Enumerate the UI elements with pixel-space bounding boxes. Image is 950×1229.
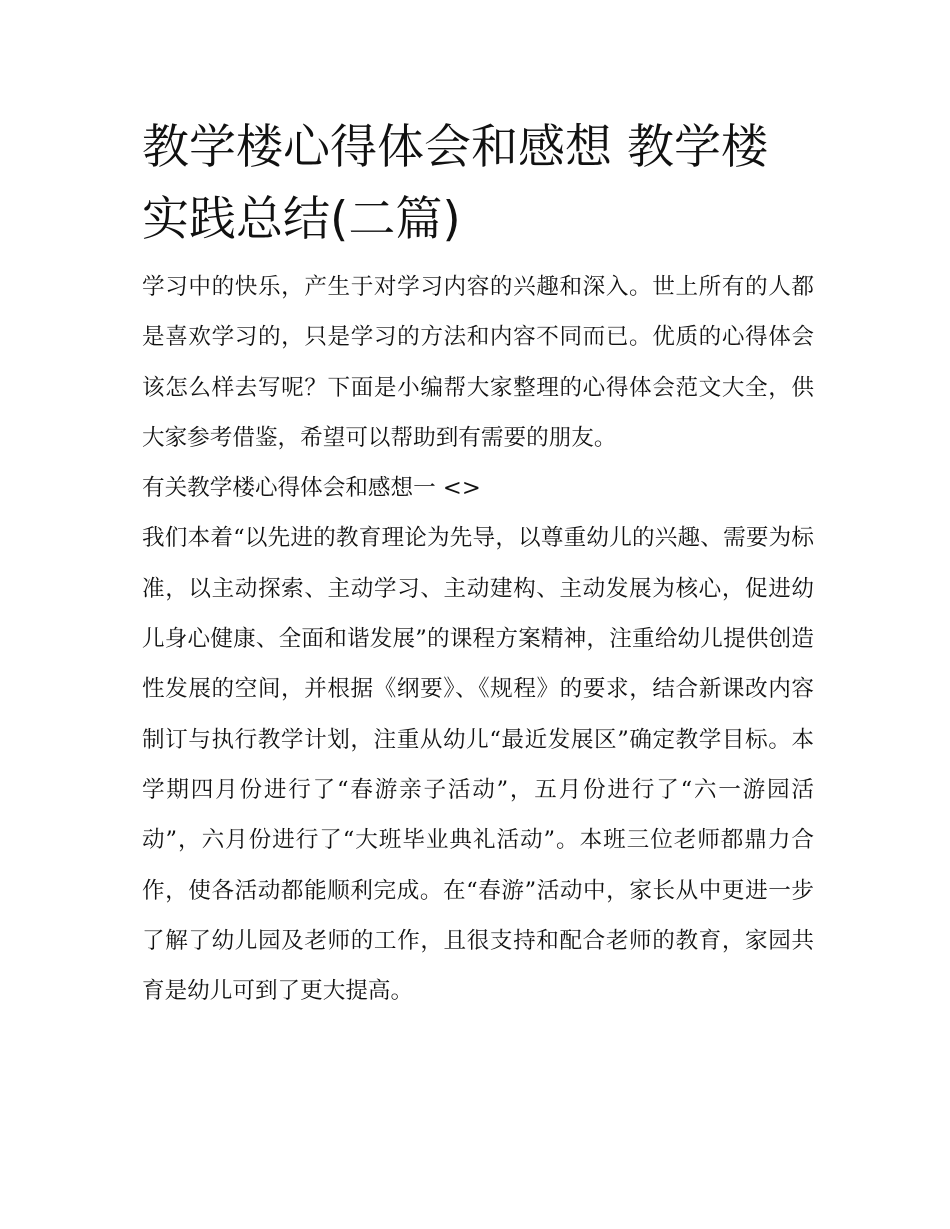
body-paragraph: 我们本着“以先进的教育理论为先导，以尊重幼儿的兴趣、需要为标准，以主动探索、主动学习、主动建构、主动发展为核心，促进幼儿身心健康、全面和谐发展”的课程方案精神，注重给幼儿提供创造性发展的空间，并根据《纲要》、《规程》的要求，结合新课改内容制订与执行教学计划，注重从幼儿“最近发展区”确定教学目标。本学期四月份进行了“春游亲子活动”，五月份进行了“六一游园活动”，六月份进行了“大班毕业典礼活动”。本班三位老师都鼎力合作，使各活动都能顺利完成。在“春游”活动中，家长从中更进一步了解了幼儿园及老师的工作，且很支持和配合老师的教育，家园共育是幼儿可到了更大提高。 xyxy=(142,525,814,1005)
section-heading: 有关教学楼心得体会和感想一 <> xyxy=(142,475,481,502)
intro-paragraph: 学习中的快乐，产生于对学习内容的兴趣和深入。世上所有的人都是喜欢学习的，只是学习的方法和内容不同而已。优质的心得体会该怎么样去写呢？下面是小编帮大家整理的心得体会范文大全，供大家参考借鉴，希望可以帮助到有需要的朋友。 xyxy=(142,274,814,451)
document-page xyxy=(142,112,814,1016)
document-title: 教学楼心得体会和感想 教学楼实践总结(二篇) xyxy=(142,120,768,247)
